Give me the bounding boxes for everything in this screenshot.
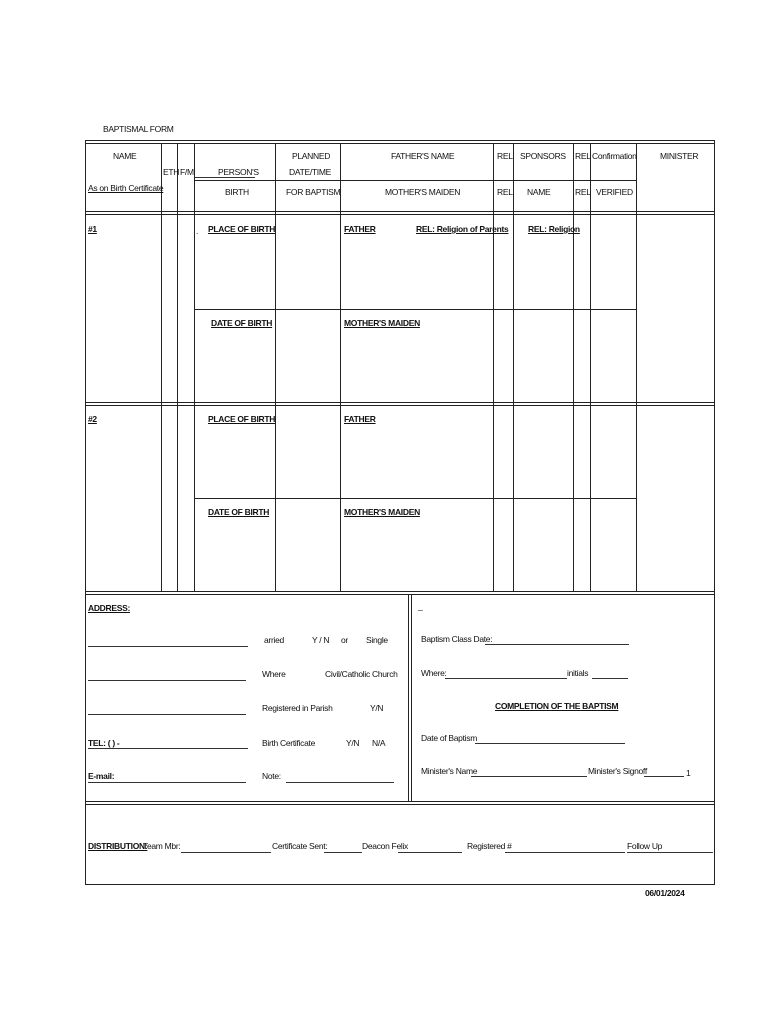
birth-certificate-yn[interactable]: Y/N: [346, 738, 360, 748]
date-of-baptism-field[interactable]: [475, 743, 625, 744]
email-label: E-mail:: [88, 771, 115, 781]
ministers-name-field[interactable]: [471, 776, 587, 777]
header-fathers-name: FATHER'S NAME: [391, 151, 455, 161]
header-for-baptism: FOR BAPTISM: [286, 187, 341, 197]
married-label: arried: [264, 635, 284, 645]
registered-parish-label: Registered in Parish: [262, 703, 333, 713]
baptism-where-label: Where:: [421, 668, 447, 678]
civil-catholic-label[interactable]: Civil/Catholic Church: [325, 669, 398, 679]
note-label: Note:: [262, 771, 281, 781]
ministers-signoff-field[interactable]: [644, 776, 684, 777]
header-mothers-maiden: MOTHER'S MAIDEN: [385, 187, 461, 197]
entry-2-place-of-birth[interactable]: PLACE OF BIRTH: [208, 414, 276, 424]
ministers-name-label: Minister's Name: [421, 766, 478, 776]
deacon-label: Deacon Felix: [362, 841, 409, 851]
entry-1-dot: .: [196, 226, 199, 236]
header-rel-2: REL: [497, 187, 513, 197]
tel-field[interactable]: [88, 748, 248, 749]
baptism-tick: _: [418, 601, 423, 611]
registered-number-field[interactable]: [505, 852, 625, 853]
header-eth: ETH: [163, 167, 180, 177]
header-fm: F/M: [180, 167, 194, 177]
address-line-1[interactable]: [88, 646, 248, 647]
entry-2-date-of-birth[interactable]: DATE OF BIRTH: [208, 507, 270, 517]
certificate-sent-field[interactable]: [324, 852, 362, 853]
header-sponsors: SPONSORS: [520, 151, 566, 161]
follow-up-field[interactable]: [627, 852, 713, 853]
date-of-baptism-label: Date of Baptism: [421, 733, 477, 743]
married-yn[interactable]: Y / N: [312, 635, 330, 645]
or-label: or: [341, 635, 348, 645]
header-minister: MINISTER: [660, 151, 699, 161]
address-line-3[interactable]: [88, 714, 246, 715]
initials-label: initials: [567, 668, 589, 678]
entry-1-father[interactable]: FATHER: [344, 224, 376, 234]
header-verified: VERIFIED: [596, 187, 633, 197]
signoff-end-mark: 1: [686, 768, 691, 778]
header-sponsor-name: NAME: [527, 187, 551, 197]
entry-1-date-of-birth[interactable]: DATE OF BIRTH: [211, 318, 273, 328]
entry-1-rel-parents[interactable]: REL: Religion of Parents: [416, 224, 509, 234]
header-planned: PLANNED: [292, 151, 331, 161]
completion-title: COMPLETION OF THE BAPTISM: [495, 701, 619, 711]
entry-1-mothers-maiden[interactable]: MOTHER'S MAIDEN: [344, 318, 420, 328]
email-field[interactable]: [88, 782, 246, 783]
registered-yn[interactable]: Y/N: [370, 703, 384, 713]
birth-certificate-label: Birth Certificate: [262, 738, 316, 748]
header-datetime: DATE/TIME: [289, 167, 332, 177]
baptism-where-field[interactable]: [445, 678, 567, 679]
baptism-class-date-label: Baptism Class Date:: [421, 634, 493, 644]
address-label: ADDRESS:: [88, 603, 130, 613]
entry-1-rel-religion[interactable]: REL: Religion: [528, 224, 580, 234]
birth-certificate-na[interactable]: N/A: [372, 738, 386, 748]
entry-1-number: #1: [88, 224, 97, 234]
team-mbr-field[interactable]: [181, 852, 271, 853]
initials-field[interactable]: [592, 678, 628, 679]
ministers-signoff-label: Minister's Signoff: [588, 766, 647, 776]
certificate-sent-label: Certificate Sent:: [272, 841, 328, 851]
footer-date: 06/01/2024: [645, 888, 685, 898]
entry-2-father[interactable]: FATHER: [344, 414, 376, 424]
distribution-label: DISTRIBUTION:: [88, 841, 148, 851]
note-field[interactable]: [286, 782, 394, 783]
header-rel-4: REL: [575, 187, 591, 197]
entry-1-place-of-birth[interactable]: PLACE OF BIRTH: [208, 224, 276, 234]
header-confirmation: Confirmation: [592, 151, 637, 161]
single-label[interactable]: Single: [366, 635, 388, 645]
header-rel-1: REL: [497, 151, 513, 161]
team-mbr-label: Team Mbr:: [143, 841, 181, 851]
entry-2-number: #2: [88, 414, 97, 424]
header-rel-3: REL: [575, 151, 591, 161]
follow-up-label: Follow Up: [627, 841, 663, 851]
registered-number-label: Registered #: [467, 841, 512, 851]
baptism-class-date-field[interactable]: [485, 644, 629, 645]
header-birth: BIRTH: [225, 187, 249, 197]
deacon-field[interactable]: [398, 852, 462, 853]
header-persons: PERSON'S: [218, 167, 259, 177]
tel-label: TEL: ( ) -: [88, 738, 120, 748]
fm-underline: [195, 177, 255, 178]
where-label: Where: [262, 669, 286, 679]
header-name-sub: As on Birth Certificate: [88, 183, 164, 193]
header-name: NAME: [113, 151, 137, 161]
entry-2-mothers-maiden[interactable]: MOTHER'S MAIDEN: [344, 507, 420, 517]
address-line-2[interactable]: [88, 680, 246, 681]
form-title: BAPTISMAL FORM: [103, 124, 174, 134]
